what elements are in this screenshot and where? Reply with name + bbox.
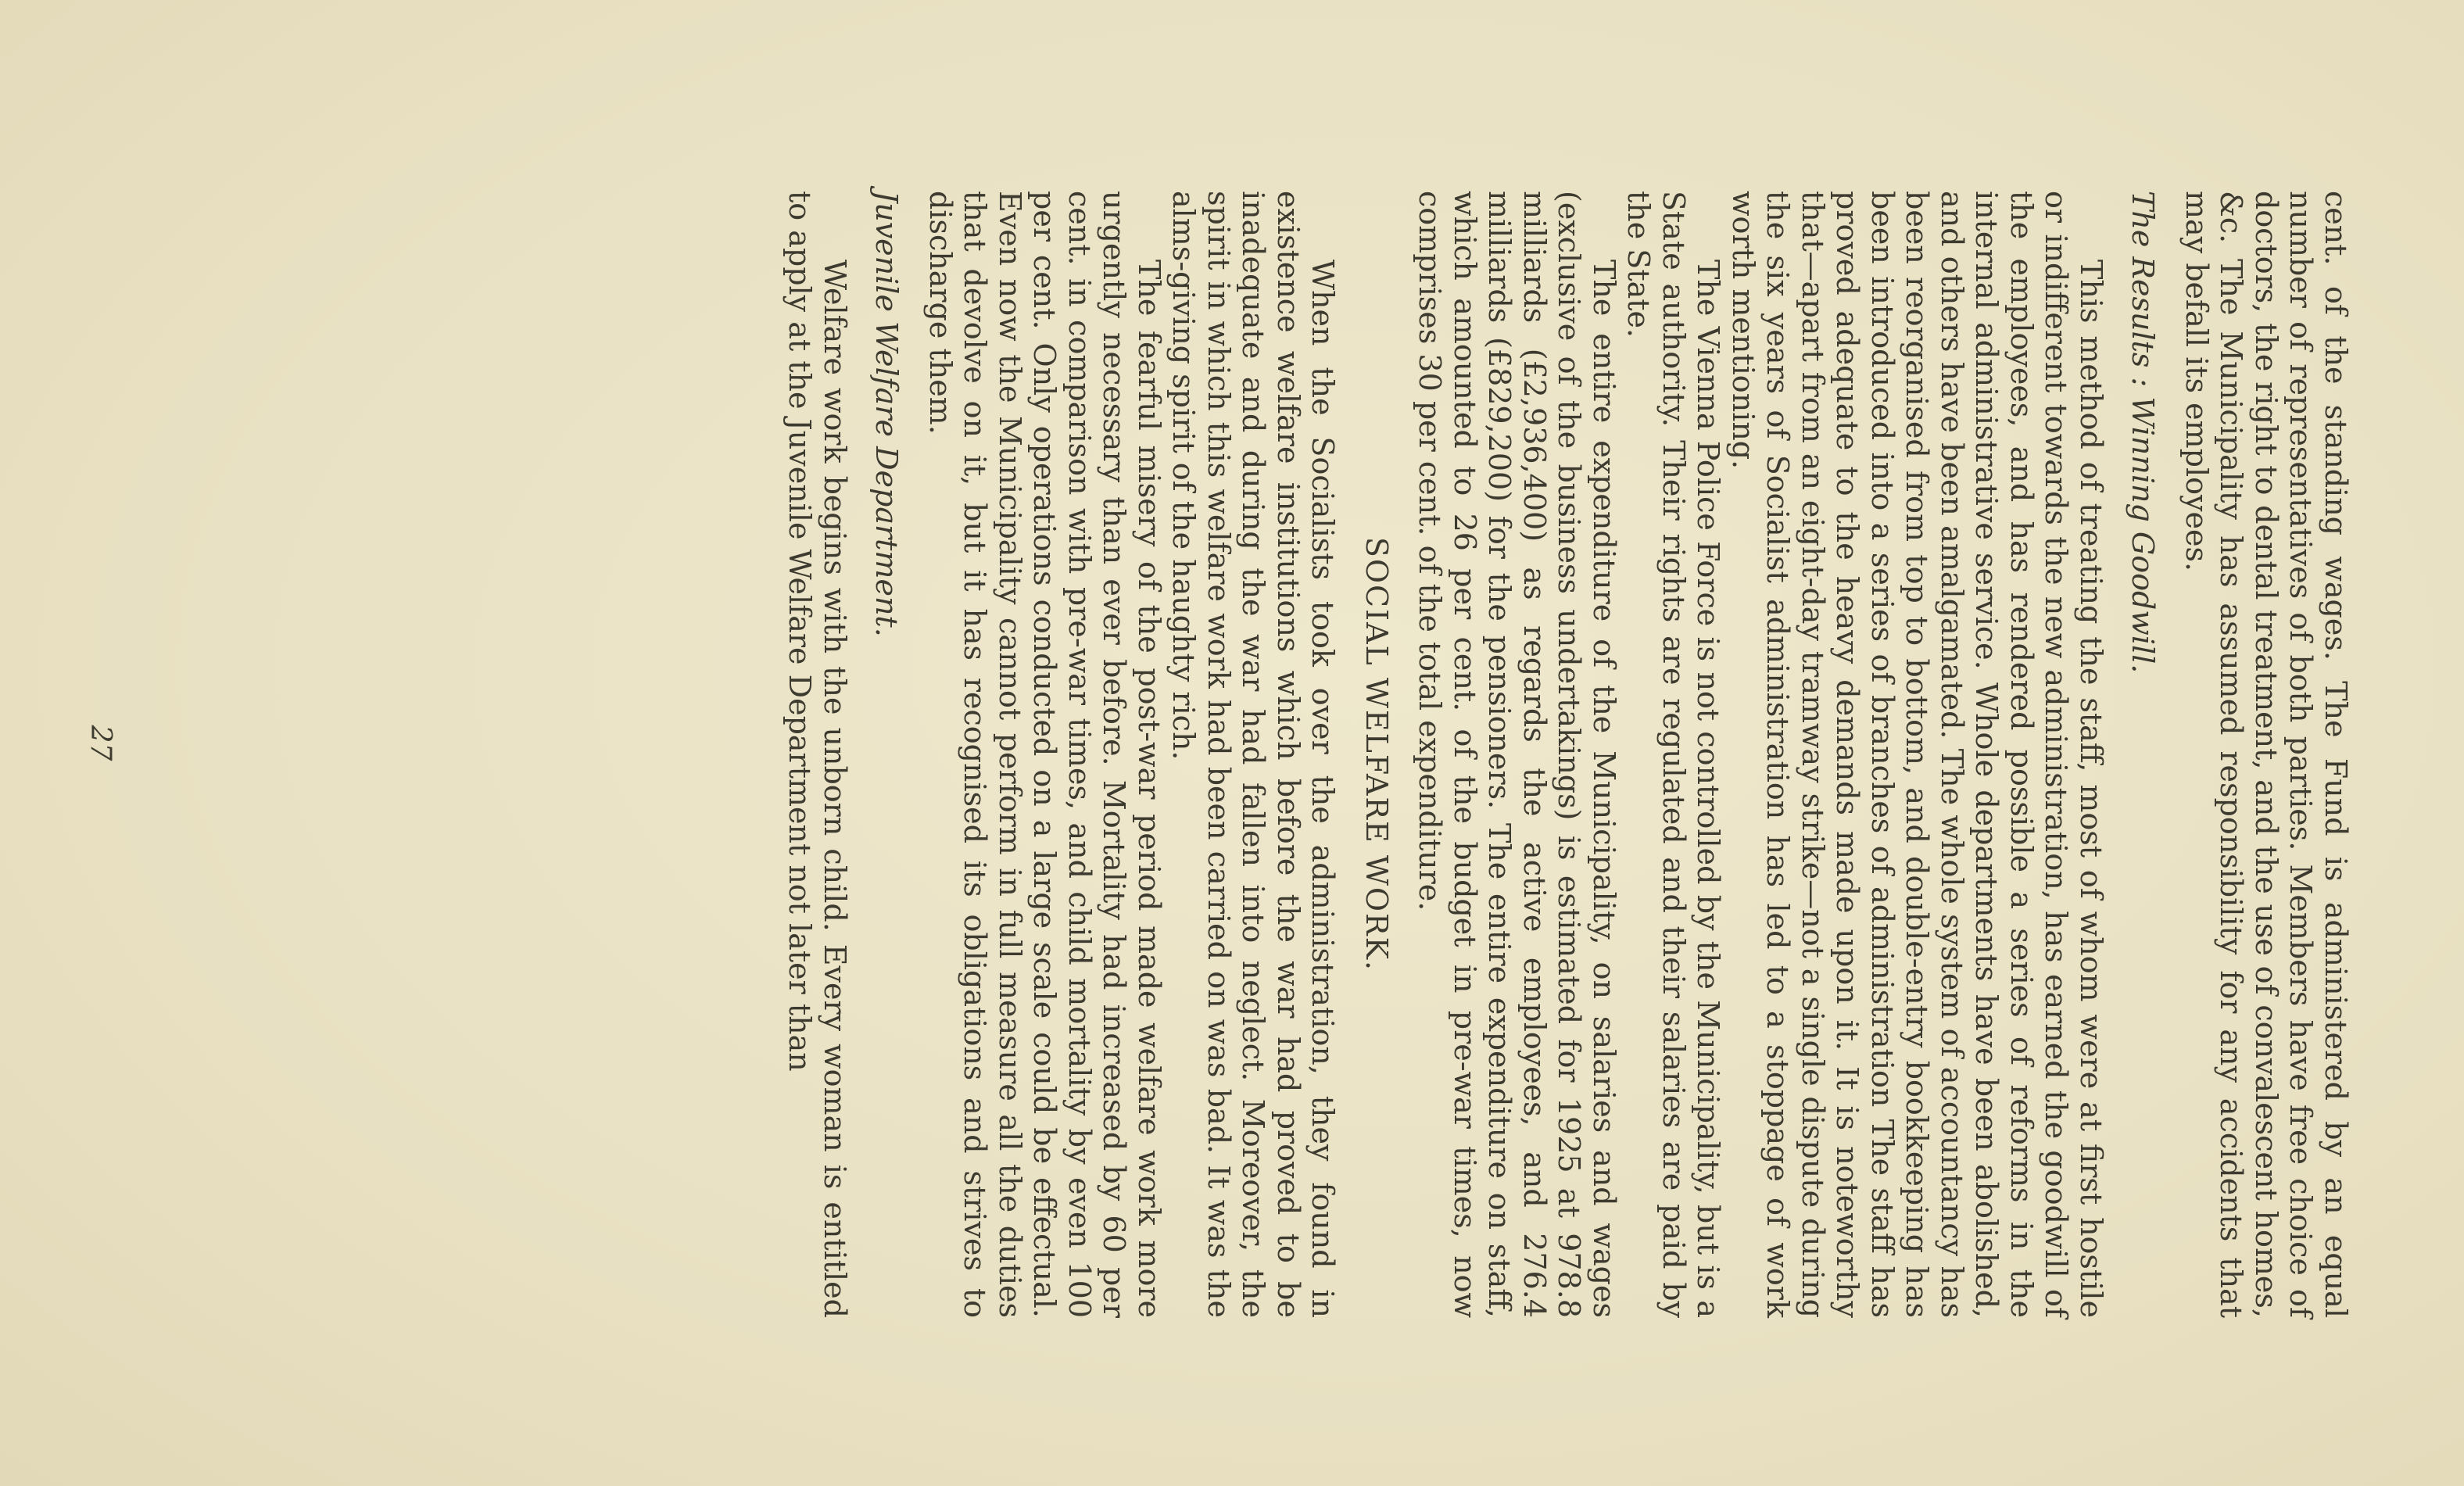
page-number: 27 (84, 725, 116, 761)
heading-results-winning-goodwill: The Results : Winning Goodwill. (2126, 191, 2161, 674)
heading-social-welfare-work: SOCIAL WELFARE WORK. (1359, 536, 1394, 972)
paragraph-socialists-took-over: When the Socialists took over the administration, they found in existence welfare institutions which before the war had proved to be inadequate and during the war had fallen into neglect. Moreover, the spirit in which this welfare work had been carried on was bad. It was the alms-giving spirit of the haughty rich. (1166, 191, 1341, 1318)
heading-juvenile-welfare-department: Juvenile Welfare Department. (869, 191, 904, 637)
paragraph-treating-staff: This method of treating the staff, most of whom were at first hostile or indifferent towards the new administration, has earned the goodwill of the employees, and has rendered possible a series of reforms in the internal administrative service. Whole departments have been abolished, and others have been amalgamated. The whole system of accountancy has been reorganised from top to bottom, and double-entry bookkeeping has been introduced into a series of branches of administration The staff has proved adequate to the heavy demands made upon it. It is noteworthy that—apart from an eight-day tramway strike—not a single dispute during the six years of Socialist administration has led to a stoppage of work worth mentioning. (1726, 191, 2108, 1318)
paragraph-fearful-misery: The fearful misery of the post-war period made welfare work more urgently necessary than ever before. Mortality had increased by 60 per cent. in comparison with pre-war times, and child mortality by even 100 per cent. Only operations conducted on a large scale could be effectual. Even now the Municipality cannot perform in full measure all the duties that devolve on it, but it has recognised its obligations and strives to discharge them. (923, 191, 1166, 1318)
paragraph-welfare-work-begins: Welfare work begins with the unborn child. Every woman is entitled to apply at the Juvenile Welfare Department not later than (783, 191, 852, 1318)
paragraph-vienna-police: The Vienna Police Force is not controlled by the Municipality, but is a State authority. Their rights are regulated and their salaries are paid by the State. (1621, 191, 1726, 1318)
page-body (783, 191, 2353, 1318)
paragraph-entire-expenditure: The entire expenditure of the Municipality, on salaries and wages (exclusive of the business undertakings) is estimated for 1925 at 978.8 milliards (£2,936,400) as regards the active employees, and 276.4 milliards (£829,200) for the pensioners. The entire expenditure on staff, which amounted to 26 per cent. of the budget in pre-war times, now comprises 30 per cent. of the total expenditure. (1413, 191, 1621, 1318)
paragraph-standing-wages: cent. of the standing wages. The Fund is administered by an equal number of representatives of both parties. Members have free choice of doctors, the right to dental treatment, and the use of convalescent homes, &c. The Municipality has assumed responsibility for any accidents that may befall its employees. (2179, 191, 2353, 1318)
